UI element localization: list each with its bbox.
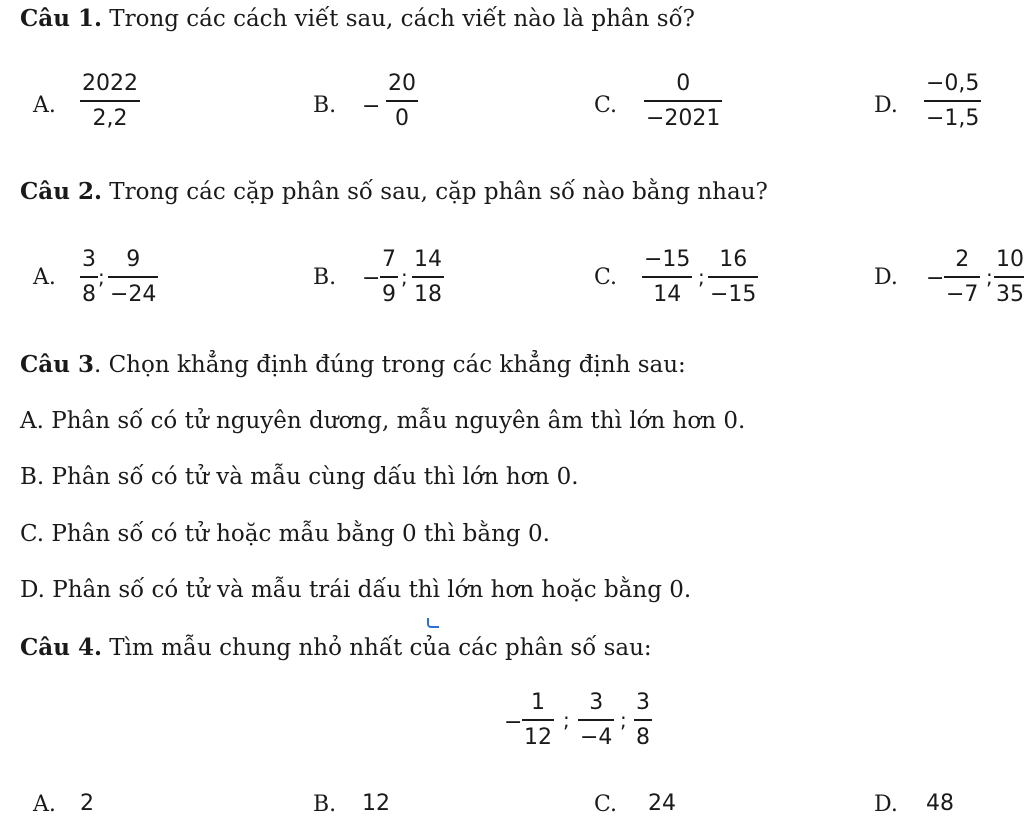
question-2-label: Câu 2. <box>20 178 102 205</box>
q1-option-b-letter: B. <box>313 93 337 118</box>
numerator: 10 <box>996 247 1024 272</box>
q4-option-a-letter: A. <box>33 792 56 817</box>
q2-option-a-letter: A. <box>33 265 56 290</box>
q2-option-c-letter: C. <box>594 265 618 290</box>
q4-option-d-value: 48 <box>926 791 954 816</box>
numerator: 14 <box>414 247 442 272</box>
fraction-bar <box>634 719 652 721</box>
numerator: −0,5 <box>926 71 980 96</box>
denominator: 8 <box>636 725 650 750</box>
q4-expr-separator-2: ; <box>620 708 627 732</box>
numerator: 7 <box>382 247 396 272</box>
q4-option-b-value: 12 <box>362 791 390 816</box>
question-2-heading <box>20 180 768 204</box>
numerator: 3 <box>589 690 604 715</box>
fraction-bar <box>522 719 554 721</box>
denominator: −7 <box>946 282 979 307</box>
q3-statement-d: D. Phân số có tử và mẫu trái dấu thì lớn hơn hoặc bằng 0. <box>20 577 692 603</box>
denominator: 14 <box>653 282 682 307</box>
denominator: 8 <box>82 282 96 307</box>
question-3-heading <box>20 353 686 377</box>
q3-statement-b: B. Phân số có tử và mẫu cùng dấu thì lớn hơn 0. <box>20 464 579 490</box>
q4-option-c-letter: C. <box>594 792 618 817</box>
fraction-bar <box>642 276 692 278</box>
fraction-bar <box>708 276 758 278</box>
question-2-text: Trong các cặp phân số sau, cặp phân số nào bằng nhau? <box>101 179 768 205</box>
fraction-bar <box>412 276 444 278</box>
q2-option-b-fraction-1 <box>380 249 398 306</box>
q2-option-d-fraction-2 <box>994 249 1024 306</box>
numerator: 3 <box>82 247 96 272</box>
denominator: 12 <box>524 725 552 750</box>
q4-expr-fraction-2 <box>578 692 614 749</box>
fraction-bar <box>644 100 722 102</box>
q1-option-d-letter: D. <box>874 93 898 118</box>
fraction-bar <box>578 719 614 721</box>
q2-option-d-letter: D. <box>874 265 898 290</box>
numerator: −15 <box>644 247 691 272</box>
fraction-bar <box>80 276 98 278</box>
q3-statement-a: A. Phân số có tử nguyên dương, mẫu nguyên âm thì lớn hơn 0. <box>20 408 746 434</box>
q2-option-b-separator: ; <box>401 265 408 289</box>
denominator: −4 <box>580 725 613 750</box>
fraction-bar <box>80 100 140 102</box>
q1-option-d-fraction <box>924 73 981 130</box>
numerator: 16 <box>719 247 748 272</box>
numerator: 9 <box>126 247 141 272</box>
denominator: 35 <box>996 282 1024 307</box>
pen-mark-icon <box>427 618 439 628</box>
fraction-bar <box>108 276 158 278</box>
q2-option-a-separator: ; <box>98 265 105 289</box>
question-3-label: Câu 3 <box>20 351 94 378</box>
question-1-text: Trong các cách viết sau, cách viết nào là phân số? <box>101 6 695 32</box>
q1-option-c-letter: C. <box>594 93 618 118</box>
q4-option-c-value: 24 <box>648 791 676 816</box>
fraction-bar <box>380 276 398 278</box>
fraction-bar <box>994 276 1024 278</box>
fraction-bar <box>924 100 981 102</box>
question-1-label: Câu 1. <box>20 5 102 32</box>
q4-option-d-letter: D. <box>874 792 898 817</box>
q1-option-c-fraction <box>644 73 722 130</box>
q1-option-b-fraction <box>386 73 418 130</box>
fraction-bar <box>944 276 980 278</box>
q1-option-a-fraction <box>80 73 140 130</box>
q2-option-b-minus-sign: − <box>362 266 381 291</box>
numerator: 20 <box>388 71 416 96</box>
q2-option-d-minus-sign: − <box>926 266 945 291</box>
q2-option-b-fraction-2 <box>412 249 444 306</box>
denominator: 9 <box>382 282 396 307</box>
q2-option-c-fraction-1 <box>642 249 692 306</box>
denominator: −24 <box>110 282 157 307</box>
denominator: −1,5 <box>926 106 980 131</box>
q4-expr-fraction-1 <box>522 692 554 749</box>
question-3-text: . Chọn khẳng định đúng trong các khẳng định sau: <box>93 352 686 378</box>
numerator: 1 <box>531 690 545 715</box>
q2-option-a-fraction-2 <box>108 249 158 306</box>
q2-option-c-separator: ; <box>698 265 705 289</box>
question-4-text: Tìm mẫu chung nhỏ nhất của các phân số sau: <box>101 635 652 661</box>
numerator: 0 <box>676 71 691 96</box>
q2-option-a-fraction-1 <box>80 249 98 306</box>
fraction-bar <box>386 100 418 102</box>
denominator: 0 <box>395 106 409 131</box>
numerator: 2022 <box>82 71 138 96</box>
q1-option-a-letter: A. <box>33 93 56 118</box>
question-1-heading <box>20 7 695 31</box>
q2-option-d-fraction-1 <box>944 249 980 306</box>
q2-option-d-separator: ; <box>986 265 993 289</box>
q3-statement-c: C. Phân số có tử hoặc mẫu bằng 0 thì bằng 0. <box>20 521 550 547</box>
q1-option-b-minus-sign: − <box>362 94 381 119</box>
question-4-heading <box>20 636 652 660</box>
numerator: 3 <box>636 690 650 715</box>
numerator: 2 <box>955 247 970 272</box>
denominator: 18 <box>414 282 442 307</box>
denominator: −15 <box>710 282 757 307</box>
q4-option-b-letter: B. <box>313 792 337 817</box>
q4-expr-separator-1: ; <box>563 708 570 732</box>
denominator: −2021 <box>646 106 721 131</box>
q4-option-a-value: 2 <box>80 791 94 816</box>
q4-expr-fraction-3 <box>634 692 652 749</box>
question-4-label: Câu 4. <box>20 634 102 661</box>
q2-option-c-fraction-2 <box>708 249 758 306</box>
q4-expr-minus-sign: − <box>504 710 523 735</box>
denominator: 2,2 <box>92 106 128 131</box>
q2-option-b-letter: B. <box>313 265 337 290</box>
